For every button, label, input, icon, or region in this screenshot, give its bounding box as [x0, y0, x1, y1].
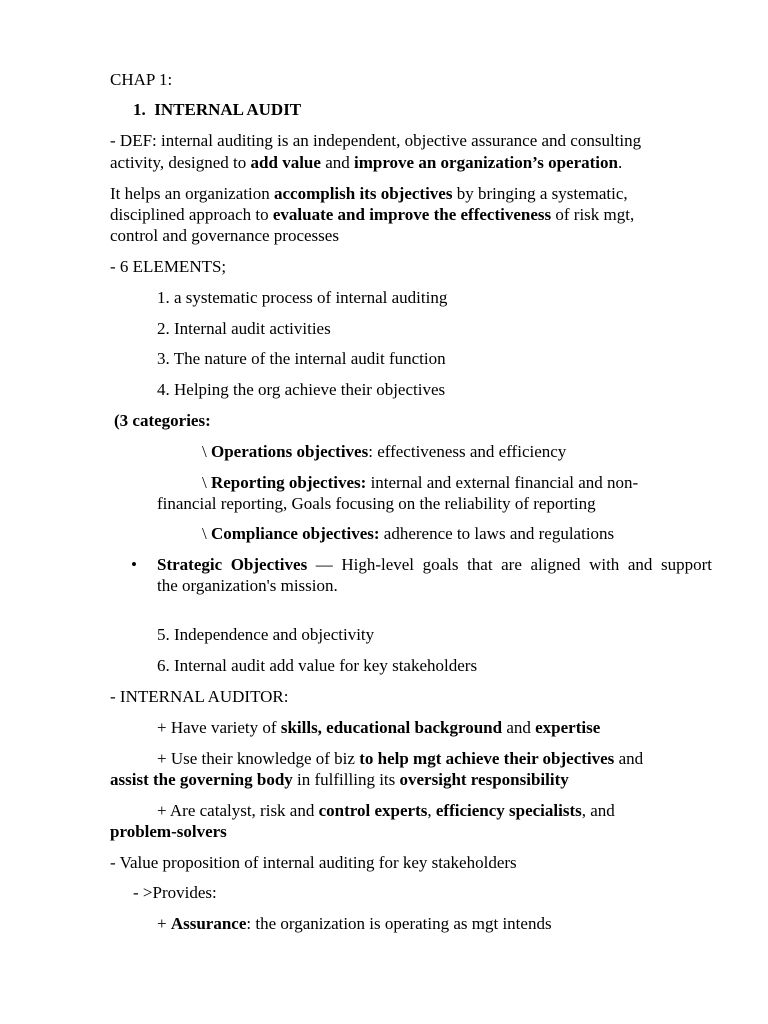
auditor-point-1: + Have variety of skills, educational background and expertise: [157, 718, 601, 737]
definition-line-2: activity, designed to add value and improve an organization’s operation.: [110, 153, 623, 172]
auditor-point-3-line-2: problem-solvers: [110, 822, 227, 841]
assurance-item: + Assurance: the organization is operating as mgt intends: [157, 914, 552, 933]
element-item-4: 4. Helping the org achieve their objectives: [157, 380, 446, 399]
helps-line-2: disciplined approach to evaluate and improve the effectiveness of risk mgt,: [110, 205, 635, 224]
element-item-3: 3. The nature of the internal audit function: [157, 349, 446, 368]
auditor-point-3: + Are catalyst, risk and control experts, efficiency specialists, and: [157, 801, 615, 820]
element-item-6: 6. Internal audit add value for key stakeholders: [157, 656, 478, 675]
value-proposition-title: - Value proposition of internal auditing for key stakeholders: [110, 853, 517, 872]
helps-line-3: control and governance processes: [110, 226, 339, 245]
section-number: 1.: [133, 100, 146, 119]
section-heading: [133, 99, 301, 120]
section-title: INTERNAL AUDIT: [154, 100, 302, 119]
category-reporting: \ Reporting objectives: internal and external financial and non-: [202, 473, 639, 492]
chapter-label: CHAP 1:: [110, 70, 173, 89]
strategic-objectives-line-1: Strategic Objectives — High-level goals that are aligned with and support: [157, 555, 712, 574]
category-compliance: \ Compliance objectives: adherence to laws and regulations: [202, 524, 615, 543]
category-operations: \ Operations objectives: effectiveness and efficiency: [202, 442, 567, 461]
elements-title: - 6 ELEMENTS;: [110, 257, 227, 276]
auditor-title: - INTERNAL AUDITOR:: [110, 687, 289, 706]
element-item-5: 5. Independence and objectivity: [157, 625, 375, 644]
strategic-objectives-line-2: the organization's mission.: [157, 576, 338, 595]
auditor-point-2-line-2: assist the governing body in fulfilling its oversight responsibility: [110, 770, 569, 789]
helps-line-1: It helps an organization accomplish its objectives by bringing a systematic,: [110, 184, 628, 203]
definition-line-1: - DEF: internal auditing is an independent, objective assurance and consulting: [110, 131, 642, 150]
provides-label: - >Provides:: [133, 883, 217, 902]
bullet-icon: •: [131, 555, 137, 574]
element-item-1: 1. a systematic process of internal auditing: [157, 288, 448, 307]
auditor-point-2: + Use their knowledge of biz to help mgt achieve their objectives and: [157, 749, 644, 768]
category-reporting-line-2: financial reporting, Goals focusing on the reliability of reporting: [157, 494, 596, 513]
categories-title: (3 categories:: [114, 411, 211, 430]
element-item-2: 2. Internal audit activities: [157, 319, 331, 338]
